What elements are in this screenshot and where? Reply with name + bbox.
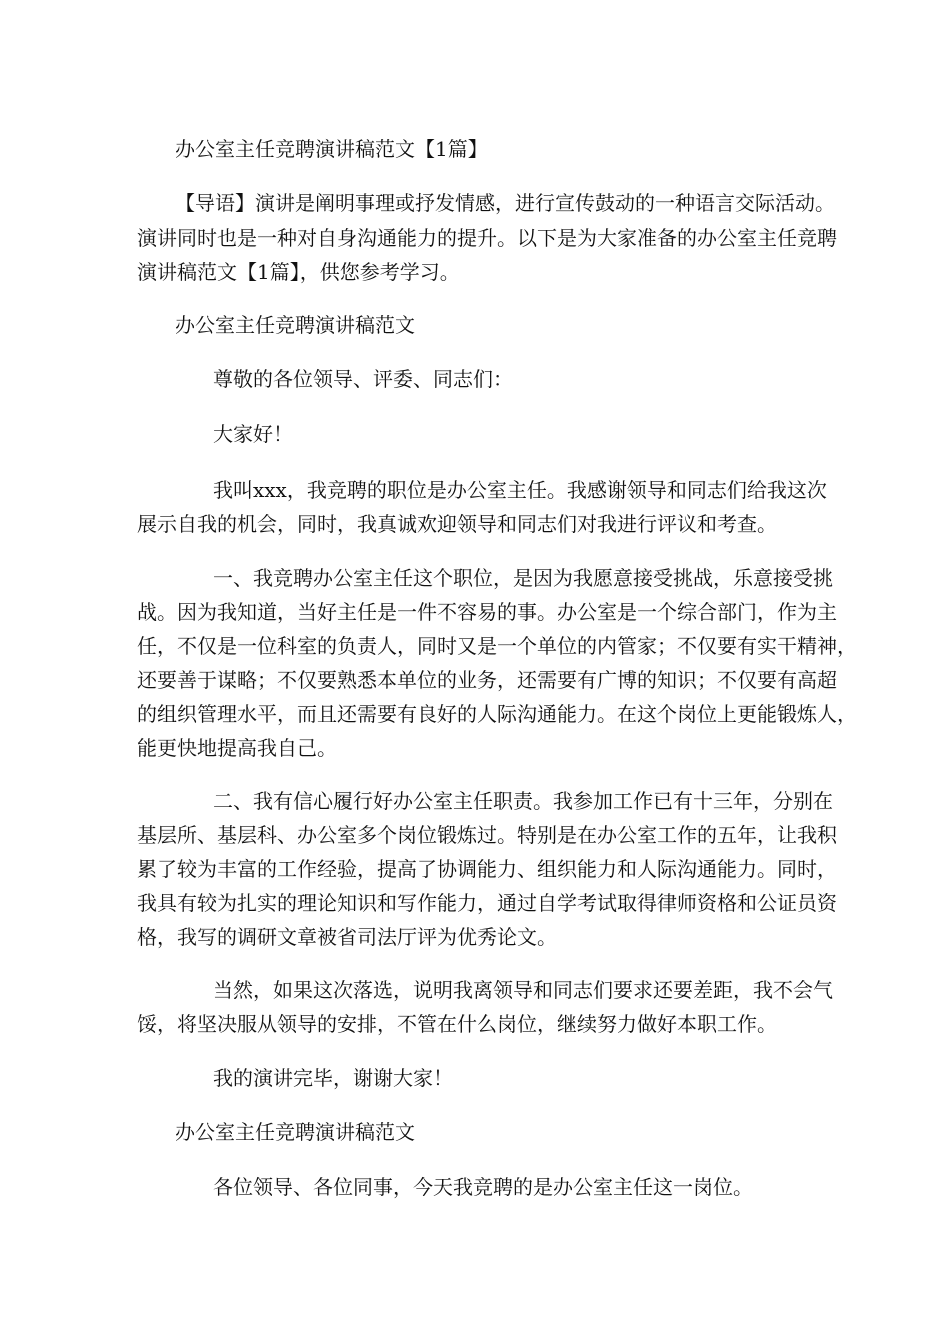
para2-line-1: 一、我竞聘办公室主任这个职位，是因为我愿意接受挑战，乐意接受挑 bbox=[213, 566, 833, 590]
para3-line-2: 基层所、基层科、办公室多个岗位锻炼过。特别是在办公室工作的五年，让我积 bbox=[137, 823, 837, 847]
section1-heading: 办公室主任竞聘演讲稿范文 bbox=[175, 313, 415, 337]
para3-line-5: 格，我写的调研文章被省司法厅评为优秀论文。 bbox=[137, 925, 557, 949]
salutation: 尊敬的各位领导、评委、同志们： bbox=[213, 367, 513, 391]
para4-line-1: 当然，如果这次落选，说明我离领导和同志们要求还要差距，我不会气 bbox=[213, 978, 833, 1002]
para1-line-1: 我叫xxx，我竞聘的职位是办公室主任。我感谢领导和同志们给我这次 bbox=[213, 478, 827, 502]
intro-line-3: 演讲稿范文【1篇】，供您参考学习。 bbox=[137, 260, 460, 284]
para2-line-4: 还要善于谋略；不仅要熟悉本单位的业务，还需要有广博的知识；不仅要有高超 bbox=[137, 668, 837, 692]
para4-line-2: 馁，将坚决服从领导的安排，不管在什么岗位，继续努力做好本职工作。 bbox=[137, 1012, 777, 1036]
para3-line-4: 我具有较为扎实的理论知识和写作能力，通过自学考试取得律师资格和公证员资 bbox=[137, 891, 837, 915]
para2-line-3: 任，不仅是一位科室的负责人，同时又是一个单位的内管家；不仅要有实干精神， bbox=[137, 634, 857, 658]
greeting: 大家好！ bbox=[213, 422, 293, 446]
intro-line-1: 【导语】演讲是阐明事理或抒发情感，进行宣传鼓动的一种语言交际活动。 bbox=[175, 191, 835, 215]
section2-heading: 办公室主任竞聘演讲稿范文 bbox=[175, 1120, 415, 1144]
para3-line-1: 二、我有信心履行好办公室主任职责。我参加工作已有十三年，分别在 bbox=[213, 789, 833, 813]
intro-line-2: 演讲同时也是一种对自身沟通能力的提升。以下是为大家准备的办公室主任竞聘 bbox=[137, 226, 837, 250]
para2-line-5: 的组织管理水平，而且还需要有良好的人际沟通能力。在这个岗位上更能锻炼人， bbox=[137, 702, 857, 726]
para1-line-2: 展示自我的机会，同时，我真诚欢迎领导和同志们对我进行评议和考查。 bbox=[137, 512, 777, 536]
document-title: 办公室主任竞聘演讲稿范文【1篇】 bbox=[175, 137, 488, 161]
para2-line-6: 能更快地提高我自己。 bbox=[137, 736, 337, 760]
closing-line: 我的演讲完毕，谢谢大家！ bbox=[213, 1066, 453, 1090]
para2-line-2: 战。因为我知道，当好主任是一件不容易的事。办公室是一个综合部门，作为主 bbox=[137, 600, 837, 624]
section2-para1: 各位领导、各位同事，今天我竞聘的是办公室主任这一岗位。 bbox=[213, 1175, 753, 1199]
para3-line-3: 累了较为丰富的工作经验，提高了协调能力、组织能力和人际沟通能力。同时， bbox=[137, 857, 837, 881]
